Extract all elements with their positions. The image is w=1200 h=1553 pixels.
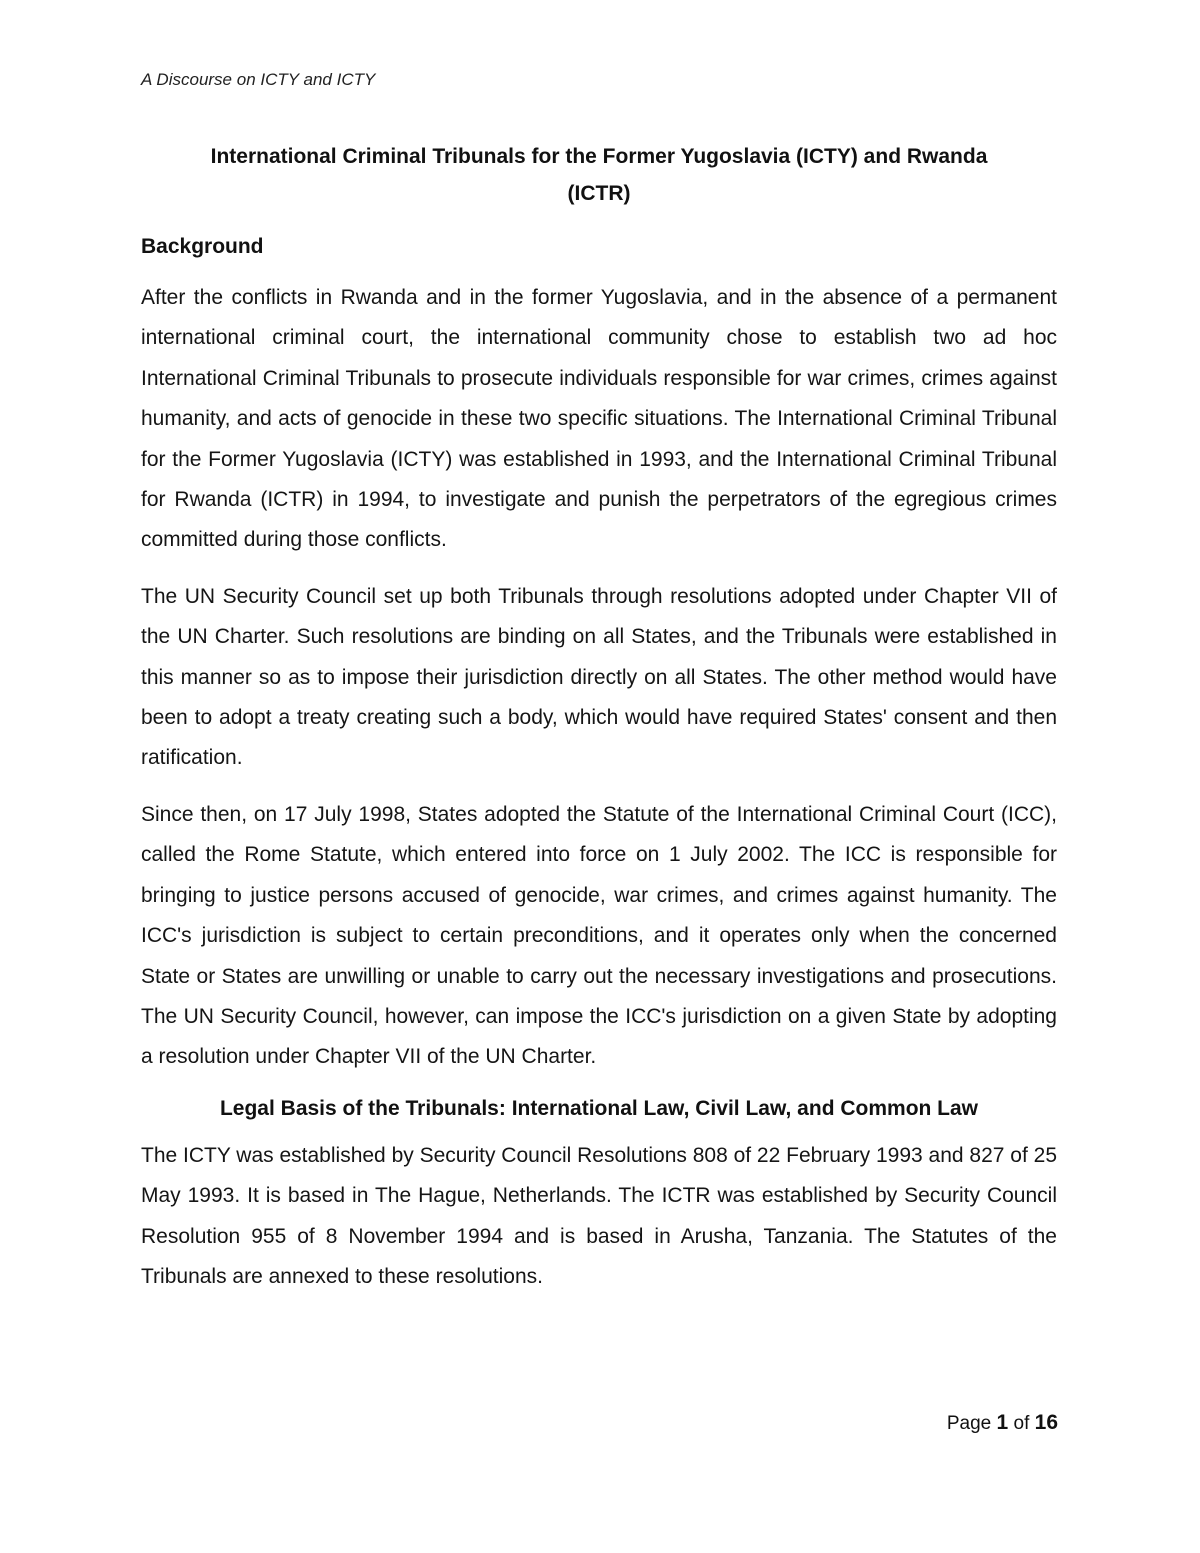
background-paragraph-1: After the conflicts in Rwanda and in the former Yugoslavia, and in the absence of a permanent international criminal court, the international community chose to establish two ad hoc International Criminal Tribunals to prosecute individuals responsible for war crimes, crimes against humanity, and acts of genocide in these two specific situations. The International Criminal Tribunal for the Former Yugoslavia (ICTY) was established in 1993, and the International Criminal Tribunal for Rwanda (ICTR) in 1994, to investigate and punish the perpetrators of the egregious crimes committed during those conflicts. [141, 286, 1057, 552]
page-number-footer [947, 1411, 1058, 1435]
background-heading: Background [141, 235, 264, 258]
document-title [141, 138, 1057, 212]
legal-basis-heading: Legal Basis of the Tribunals: International Law, Civil Law, and Common Law [219, 1096, 979, 1120]
page-word: Page [946, 1413, 992, 1434]
current-page-number: 1 [996, 1411, 1009, 1434]
running-header: A Discourse on ICTY and ICTY [141, 70, 376, 89]
title-line-2: (ICTR) [567, 182, 631, 205]
document-body [141, 138, 1057, 1313]
legal-basis-paragraph-1: The ICTY was established by Security Council Resolutions 808 of 22 February 1993 and 827 of 25 May 1993. It is based in The Hague, Netherlands. The ICTR was established by Security Council Resolution 955 of 8 November 1994 and is based in Arusha, Tanzania. The Statutes of the Tribunals are annexed to these resolutions. [141, 1143, 1057, 1288]
background-paragraph-3: Since then, on 17 July 1998, States adopted the Statute of the International Criminal Court (ICC), called the Rome Statute, which entered into force on 1 July 2002. The ICC is responsible for bringing to justice persons accused of genocide, war crimes, and crimes against humanity. The ICC's jurisdiction is subject to certain preconditions, and it operates only when the concerned State or States are unwilling or unable to carry out the necessary investigations and prosecutions. The UN Security Council, however, can impose the ICC's jurisdiction on a given State by adopting a resolution under Chapter VII of the UN Charter. [141, 802, 1057, 1069]
of-word: of [1013, 1413, 1030, 1434]
title-line-1: International Criminal Tribunals for the Former Yugoslavia (ICTY) and Rwanda [210, 145, 988, 168]
background-paragraph-2: The UN Security Council set up both Tribunals through resolutions adopted under Chapter VII of the UN Charter. Such resolutions are binding on all States, and the Tribunals were established in this manner so as to impose their jurisdiction directly on all States. The other method would have been to adopt a treaty creating such a body, which would have required States' consent and then ratification. [141, 584, 1057, 770]
total-pages-number: 16 [1034, 1411, 1058, 1434]
